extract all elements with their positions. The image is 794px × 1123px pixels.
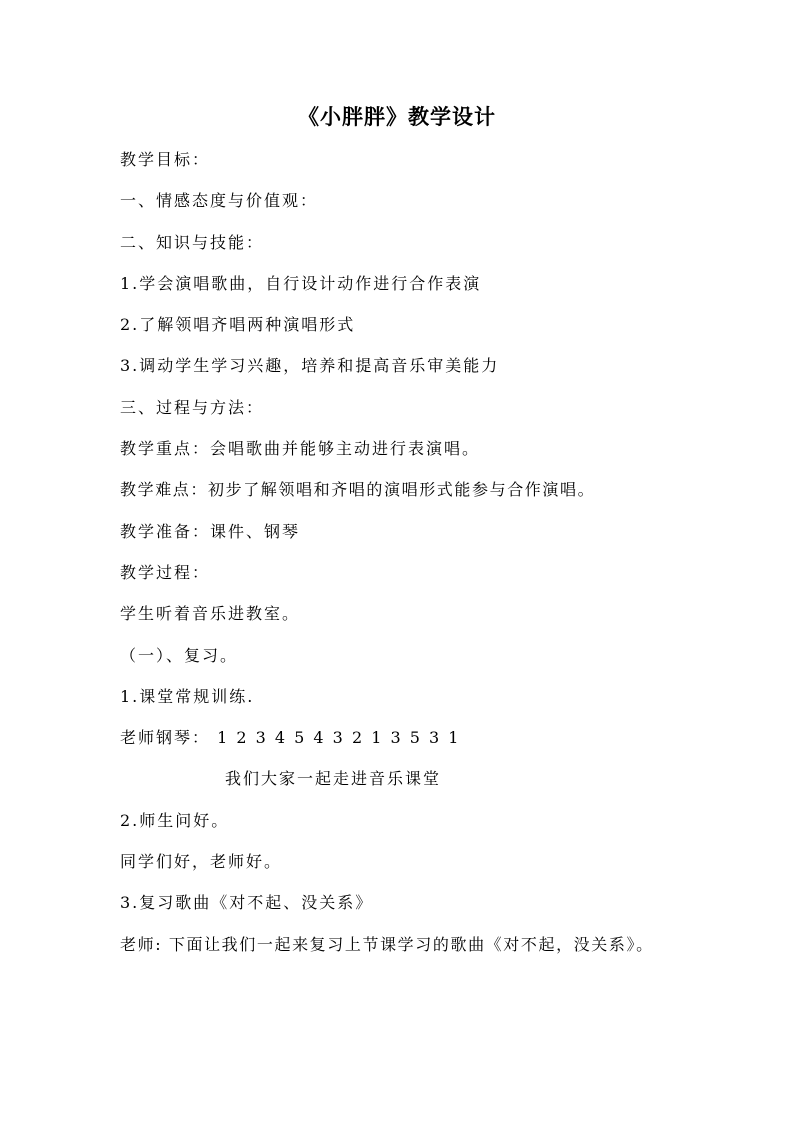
paragraph-teacher-instruction: 老师: 下面让我们一起来复习上节课学习的歌曲《对不起，没关系》。 [120,934,654,954]
paragraph-piano-lyrics: 我们大家一起走进音乐课堂 [225,769,442,789]
paragraph-skill-1: 1.学会演唱歌曲，自行设计动作进行合作表演 [120,273,482,293]
paragraph-piano-notes: 老师钢琴： 1 2 3 4 5 4 3 2 1 3 5 3 1 [120,728,461,748]
document-title: 《小胖胖》教学设计 [298,104,496,129]
paragraph-key-point: 教学重点：会唱歌曲并能够主动进行表演唱。 [120,439,481,459]
paragraph-process-method: 三、过程与方法： [120,397,265,417]
paragraph-enter-classroom: 学生听着音乐进教室。 [120,604,301,624]
paragraph-difficult-point: 教学难点：初步了解领唱和齐唱的演唱形式能参与合作演唱。 [120,480,596,500]
paragraph-greeting-reply: 同学们好，老师好。 [120,852,283,872]
paragraph-greeting: 2.师生问好。 [120,810,230,830]
paragraph-skill-2: 2.了解领唱齐唱两种演唱形式 [120,315,356,335]
paragraph-skill-3: 3.调动学生学习兴趣，培养和提高音乐审美能力 [120,356,500,376]
paragraph-review-heading: （一）、复习。 [120,645,239,665]
paragraph-objectives-heading: 教学目标： [120,150,211,169]
paragraph-knowledge-skills: 二、知识与技能： [120,232,265,252]
paragraph-preparation: 教学准备：课件、钢琴 [120,521,301,541]
paragraph-attitude-values: 一、情感态度与价值观： [120,191,319,211]
paragraph-routine-training: 1.课堂常规训练. [120,686,255,706]
paragraph-review-song: 3.复习歌曲《对不起、没关系》 [120,893,374,913]
document-body [120,145,740,971]
paragraph-process-heading: 教学过程： [120,562,211,582]
